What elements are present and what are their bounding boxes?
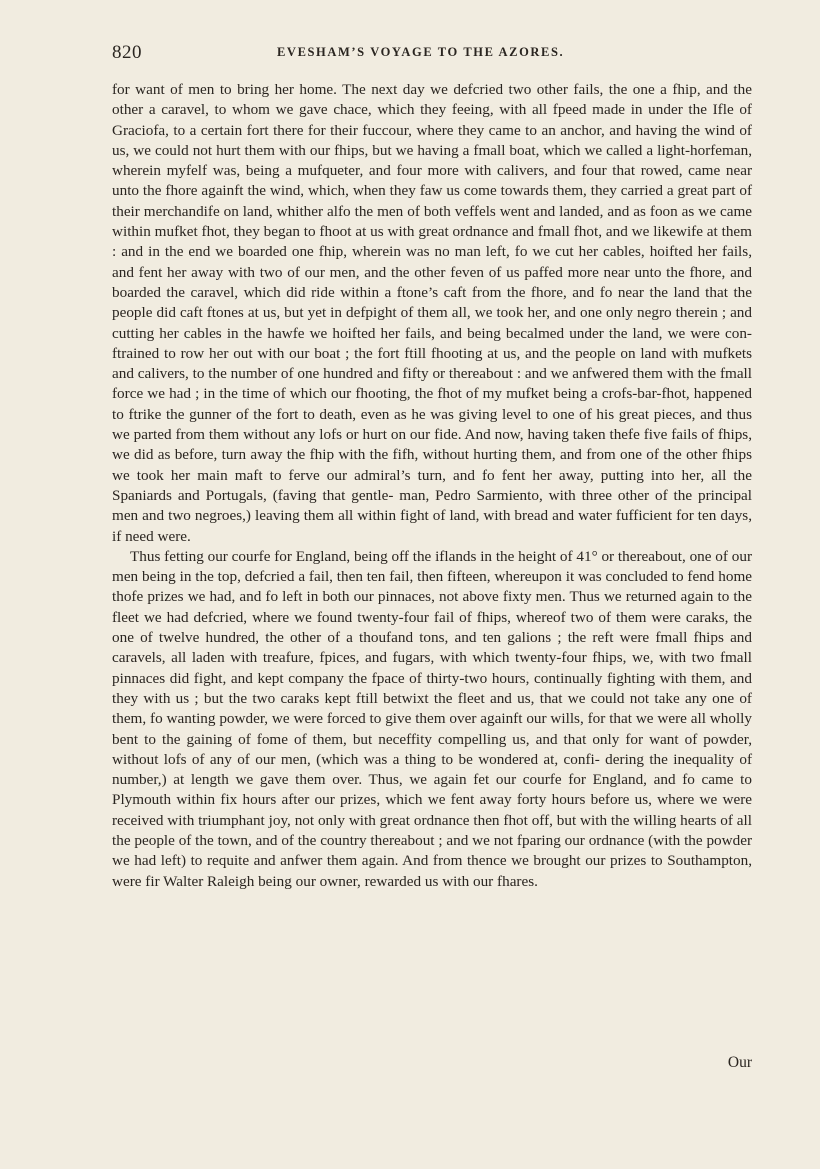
running-head: EVESHAM’S VOYAGE TO THE AZORES. (277, 45, 565, 59)
paragraph: for want of men to bring her home. The next day we defcried two other fails, the one a fhip, and the other a caravel, to whom we gave chace, which they feeing, with all fpeed made in under the Ifle of Graciofa, to a certain fort there for their fuccour, where they came to an anchor, and having the wind of us, we could not hurt them with our fhips, but we having a fmall boat, which we called a light-horfeman, wherein myfelf was, being a mufqueter, and four more with calivers, and four that rowed, came near unto the fhore againft the wind, which, when they faw us come towards them, they carried a great part of their merchandife on land, whither alfo the men of both veffels went and landed, and as foon as we came within mufket fhot, they began to fhoot at us with great ordnance and fmall fhot, and we likewife at them : and in the end we boarded one fhip, wherein was no man left, fo we cut her cables, hoifted her fails, and fent her away with two of our men, and the other feven of us paffed more near unto the fhore, and boarded the caravel, which did ride within a ftone’s caft from the fhore, and fo near the land that the people did caft ftones at us, but yet in defpight of them all, we took her, and one only negro therein ; and cutting her cables in the hawfe we hoifted her fails, and being becalmed under the land, we were con- ftrained to row her out with our boat ; the fort ftill fhooting at us, and the people on land with mufkets and calivers, to the number of one hundred and fifty or thereabout : and we anfwered them with the fmall force we had ; in the time of which our fhooting, the fhot of my mufket being a crofs-bar-fhot, happened to ftrike the gunner of the fort to death, even as he was giving level to one of his great pieces, and thus we parted from them without any lofs or hurt on our fide. And now, having taken thefe five fails of fhips, we did as before, turn away the fhip with the fifh, without hurting them, and from one of the other fhips we took her main maft to ferve our admiral’s turn, and fo fent her away, putting into her, all the Spaniards and Portugals, (faving that gentle- man, Pedro Sarmiento, with three other of the principal men and two negroes,) leaving them all within fight of land, with bread and water fufficient for ten days, if need were. (112, 81, 752, 545)
page-header (112, 42, 754, 64)
catchword: Our (727, 1054, 752, 1071)
body-text (112, 80, 752, 892)
paragraph: Thus fetting our courfe for England, being off the iflands in the height of 41° or thereabout, one of our men being in the top, defcried a fail, then ten fail, then fifteen, whereupon it was concluded to fend home thofe prizes we had, and fo left in both our pinnaces, not above fixty men. Thus we returned again to the fleet we had defcried, where we found twenty-four fail of fhips, whereof two of them were caraks, the one of twelve hundred, the other of a thoufand tons, and ten galions ; the reft were fmall fhips and caravels, all laden with treafure, fpices, and fugars, with which twenty-four fhips, we, with two fmall pinnaces did fight, and kept company the fpace of thirty-two hours, continually fighting with them, and they with us ; but the two caraks kept ftill betwixt the fleet and us, that we could not take any one of them, fo wanting powder, we were forced to give them over againft our wills, for that we were all wholly bent to the gaining of fome of them, but neceffity compelling us, and that only for want of powder, without lofs of any of our men, (which was a thing to be wondered at, confi- dering the inequality of number,) at length we gave them over. Thus, we again fet our courfe for England, and fo came to Plymouth within fix hours after our prizes, which we fent away forty hours before us, where we were received with triumphant joy, not only with great ordnance then fhot off, but with the willing hearts of all the people of the town, and of the country thereabout ; and we not fparing our ordnance (with the powder we had left) to requite and anfwer them again. And from thence we brought our prizes to Southampton, were fir Walter Raleigh being our owner, rewarded us with our fhares. (112, 547, 752, 890)
page-number: 820 (112, 42, 142, 63)
